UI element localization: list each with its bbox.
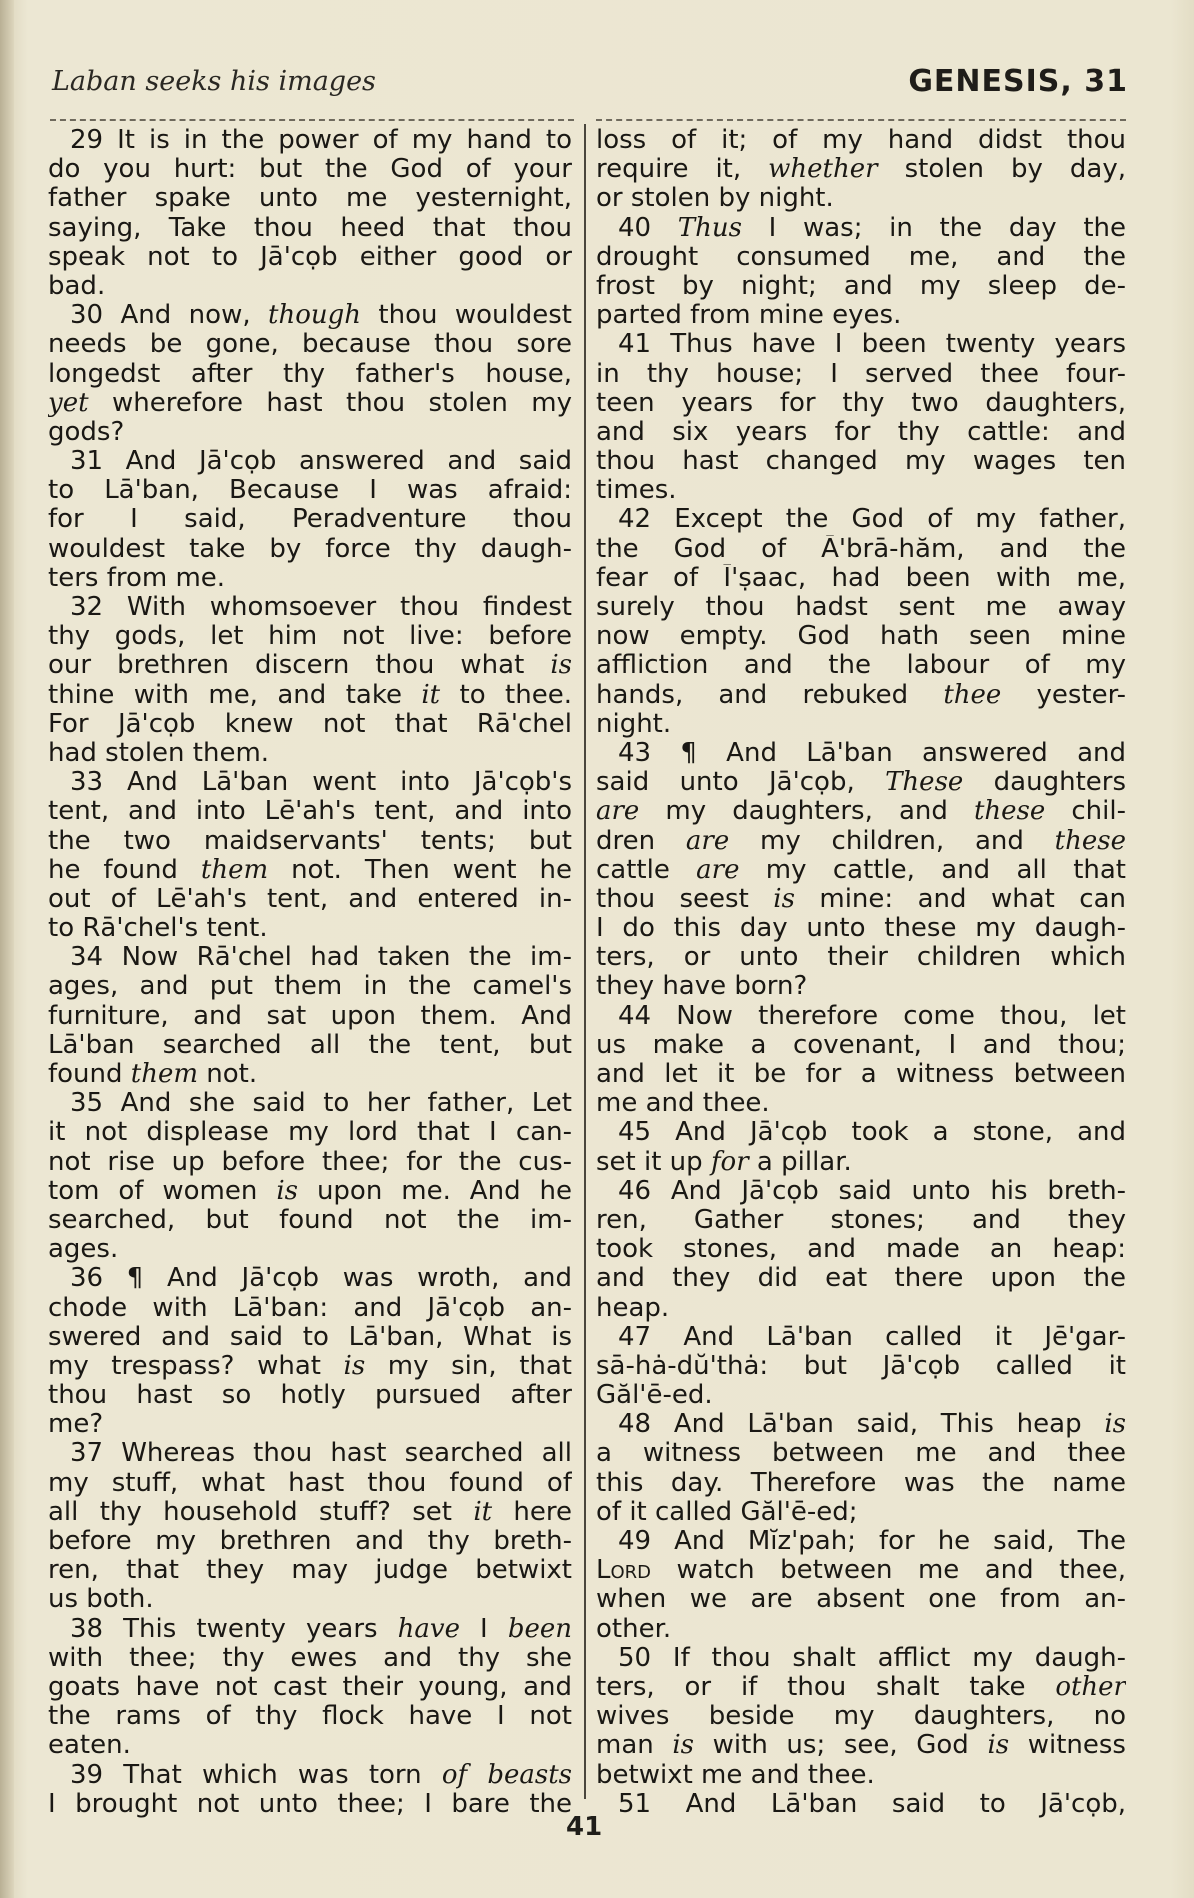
text-line: had stolen them. — [48, 738, 270, 768]
text-line: wouldest take by force thy daugh- — [48, 534, 572, 564]
text-line: thou hast so hotly pursued after — [48, 1381, 572, 1411]
text-line: before my brethren and thy breth- — [48, 1527, 572, 1556]
text-line: 34 Now Rā'chel had taken the im- — [70, 943, 572, 973]
text-line: tent, and into Lē'ah's tent, and into — [48, 797, 572, 827]
text-line: ren, that they may judge betwixt — [48, 1556, 572, 1586]
header-rule-right — [596, 119, 1126, 121]
text-line: 31 And Jā'cọb answered and said — [70, 447, 572, 477]
text-line: the God of Ā'brā-hăm, and the — [596, 534, 1126, 564]
text-line: goats have not cast their young, and — [48, 1672, 572, 1702]
text-line: other. — [596, 1614, 672, 1644]
text-line: 45 And Jā'cọb took a stone, and — [618, 1118, 1126, 1148]
text-line: set it up for a pillar. — [596, 1147, 852, 1177]
text-line: ages, and put them in the camel's — [48, 972, 572, 1002]
running-head: Laban seeks his images — [52, 66, 376, 97]
text-line: do you hurt: but the God of your — [48, 155, 572, 185]
header-rule-left — [50, 119, 574, 121]
text-line: 36 ¶ And Jā'cọb was wroth, and — [70, 1264, 572, 1294]
text-line: it not displease my lord that I can- — [48, 1118, 572, 1148]
chapter-heading: GENESIS, 31 — [908, 64, 1128, 99]
text-line: 38 This twenty years have I been — [70, 1614, 572, 1644]
text-line: For Jā'cọb knew not that Rā'chel — [48, 709, 572, 739]
text-line: or stolen by night. — [596, 184, 834, 214]
text-line: 42 Except the God of my father, — [618, 505, 1126, 535]
text-line: parted from mine eyes. — [596, 301, 902, 331]
text-line: I brought not unto thee; I bare the — [48, 1789, 572, 1819]
text-line: gods? — [48, 417, 125, 447]
page-number: 41 — [566, 1812, 603, 1842]
text-line: 40 Thus I was; in the day the — [618, 213, 1126, 243]
text-line: ters from me. — [48, 563, 226, 593]
text-line: 30 And now, though thou wouldest — [70, 301, 572, 331]
left-column — [48, 126, 572, 1819]
book-spine-shadow — [0, 0, 14, 1898]
text-line: me? — [48, 1410, 104, 1440]
text-line: times. — [596, 476, 677, 506]
text-line: needs be gone, because thou sore — [48, 330, 572, 360]
text-line: thou seest is mine: and what can — [596, 884, 1126, 914]
text-line: wives beside my daughters, no — [596, 1702, 1126, 1732]
text-line: frost by night; and my sleep de- — [596, 271, 1126, 301]
text-line: Lā'ban searched all the tent, but — [48, 1030, 572, 1060]
text-line: out of Lē'ah's tent, and entered in- — [48, 884, 572, 914]
text-line: now empty. God hath seen mine — [596, 622, 1126, 652]
text-line: cattle are my cattle, and all that — [596, 855, 1126, 885]
text-line: drought consumed me, and the — [596, 242, 1126, 272]
text-line: 50 If thou shalt afflict my daugh- — [618, 1643, 1126, 1673]
text-line: not rise up before thee; for the cus- — [48, 1147, 572, 1177]
text-line: 29 It is in the power of my hand to — [70, 126, 572, 155]
text-line: Lord watch between me and thee, — [596, 1556, 1126, 1586]
text-line: a witness between me and thee — [596, 1439, 1126, 1469]
text-line: furniture, and sat upon them. And — [48, 1001, 572, 1031]
text-line: speak not to Jā'cọb either good or — [48, 242, 572, 272]
text-line: 51 And Lā'ban said to Jā'cọb, — [618, 1789, 1126, 1819]
text-line: took stones, and made an heap: — [596, 1235, 1126, 1265]
text-line: I do this day unto these my daugh- — [596, 914, 1126, 944]
text-line: dren are my children, and these — [596, 826, 1126, 856]
text-line: ters, or unto their children which — [596, 943, 1126, 973]
text-line: are my daughters, and these chil- — [596, 797, 1126, 827]
text-line: ren, Gather stones; and they — [596, 1205, 1126, 1235]
text-line: to Lā'ban, Because I was afraid: — [48, 476, 572, 506]
text-line: 33 And Lā'ban went into Jā'cọb's — [70, 768, 572, 798]
text-line: thou hast changed my wages ten — [596, 447, 1126, 477]
text-line: father spake unto me yesternight, — [48, 184, 572, 214]
text-line: betwixt me and thee. — [596, 1760, 875, 1790]
text-line: 37 Whereas thou hast searched all — [70, 1439, 572, 1469]
text-line: eaten. — [48, 1731, 131, 1761]
text-line: hands, and rebuked thee yester- — [596, 680, 1126, 710]
text-line: my trespass? what is my sin, that — [48, 1351, 572, 1381]
text-line: to Rā'chel's tent. — [48, 914, 268, 944]
text-line: with thee; thy ewes and thy she — [48, 1643, 572, 1673]
text-line: swered and said to Lā'ban, What is — [48, 1322, 572, 1352]
text-line: Găl'ē-ed. — [596, 1381, 713, 1411]
text-line: 47 And Lā'ban called it Jē'gar- — [618, 1322, 1126, 1352]
text-line: thine with me, and take it to thee. — [48, 680, 572, 710]
text-line: heap. — [596, 1293, 670, 1323]
right-column — [596, 126, 1126, 1819]
text-line: 39 That which was torn of beasts — [70, 1760, 572, 1790]
text-line: surely thou hadst sent me away — [596, 593, 1126, 622]
text-line: our brethren discern thou what is — [48, 651, 572, 681]
text-line: fear of Ī'ṣaac, had been with me, — [596, 563, 1126, 593]
text-line: thy gods, let him not live: before — [48, 622, 572, 652]
text-line: searched, but found not the im- — [48, 1205, 572, 1235]
text-line: and let it be for a witness between — [596, 1060, 1126, 1089]
text-line: yet wherefore hast thou stolen my — [48, 388, 572, 418]
text-line: they have born? — [596, 972, 808, 1002]
text-line: require it, whether stolen by day, — [596, 155, 1126, 185]
text-line: and they did eat there upon the — [596, 1264, 1126, 1294]
text-line: tom of women is upon me. And he — [48, 1176, 572, 1206]
text-line: sā-hȧ-dŭ'thȧ: but Jā'cọb called it — [596, 1351, 1126, 1381]
text-line: 32 With whomsoever thou findest — [70, 593, 572, 622]
text-line: 48 And Lā'ban said, This heap is — [618, 1410, 1126, 1440]
text-line: chode with Lā'ban: and Jā'cọb an- — [48, 1293, 572, 1323]
text-line: 49 And Mĭz'pah; for he said, The — [618, 1527, 1126, 1556]
text-line: said unto Jā'cọb, These daughters — [596, 768, 1126, 798]
text-line: 46 And Jā'cọb said unto his breth- — [618, 1176, 1126, 1206]
text-line: 44 Now therefore come thou, let — [618, 1001, 1126, 1031]
text-line: he found them not. Then went he — [48, 855, 572, 885]
text-line: the two maidservants' tents; but — [48, 826, 572, 856]
text-line: this day. Therefore was the name — [596, 1468, 1126, 1498]
text-line: my stuff, what hast thou found of — [48, 1468, 572, 1498]
text-line: us make a covenant, I and thou; — [596, 1030, 1126, 1060]
text-line: all thy household stuff? set it here — [48, 1497, 572, 1527]
text-line: for I said, Peradventure thou — [48, 505, 572, 535]
text-line: affliction and the labour of my — [596, 651, 1126, 681]
text-line: and six years for thy cattle: and — [596, 417, 1126, 447]
text-line: 43 ¶ And Lā'ban answered and — [618, 738, 1126, 768]
text-line: us both. — [48, 1585, 154, 1615]
text-line: in thy house; I served thee four- — [596, 359, 1126, 389]
text-line: ages. — [48, 1235, 119, 1265]
text-line: me and thee. — [596, 1089, 770, 1119]
text-line: night. — [596, 709, 672, 739]
text-line: the rams of thy flock have I not — [48, 1702, 572, 1732]
text-line: 35 And she said to her father, Let — [70, 1089, 572, 1119]
text-line: found them not. — [48, 1060, 258, 1089]
text-line: when we are absent one from an- — [596, 1585, 1126, 1615]
text-line: ters, or if thou shalt take other — [596, 1672, 1126, 1702]
text-line: man is with us; see, God is witness — [596, 1731, 1126, 1761]
text-line: saying, Take thou heed that thou — [48, 213, 572, 243]
column-divider — [584, 124, 586, 1799]
text-line: longedst after thy father's house, — [48, 359, 572, 389]
text-line: 41 Thus have I been twenty years — [618, 330, 1126, 360]
text-line: of it called Găl'ē-ed; — [596, 1497, 858, 1527]
text-line: bad. — [48, 271, 106, 301]
text-line: teen years for thy two daughters, — [596, 388, 1126, 418]
text-line: loss of it; of my hand didst thou — [596, 126, 1126, 155]
